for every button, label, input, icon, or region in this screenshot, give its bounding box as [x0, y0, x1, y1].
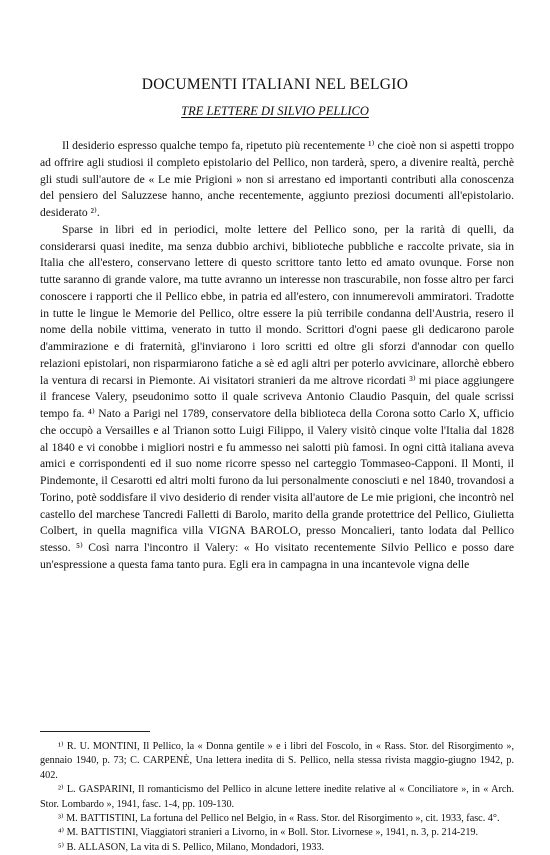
page-subtitle: TRE LETTERE DI SILVIO PELLICO [181, 104, 369, 118]
footnote: ³⁾ M. BATTISTINI, La fortuna del Pellico nel Belgio, in « Rass. Stor. del Risorgimento », cit. 1933, fasc. 4°. [58, 813, 500, 825]
body-text [40, 138, 514, 574]
page-title: DOCUMENTI ITALIANI NEL BELGIO [141, 76, 409, 93]
footnote: ¹⁾ R. U. MONTINI, Il Pellico, la « Donna gentile » e i libri del Foscolo, in « Rass. Stor. del Risorgimento », gennaio 1940, p. 73; C. CARPENÈ, Una lettera inedita di S. Pellico, nella stessa rivista maggio-giugno 1942, p. 402. [40, 741, 514, 781]
footnotes [40, 740, 514, 855]
footnote-divider [40, 731, 150, 732]
footnote: ⁴⁾ M. BATTISTINI, Viaggiatori stranieri a Livorno, in « Boll. Stor. Livornese », 1941, n. 3, p. 214-219. [58, 827, 479, 839]
paragraph: Il desiderio espresso qualche tempo fa, ripetuto più recentemente ¹⁾ che cioè non si aspetti troppo ad offrire agli studiosi il completo epistolario del Pellico, non tarderà, spero, a divenire realtà, perchè gli studi sull'autore de « Le mie Prigioni » non si arrestano ed importanti contributi alla conoscenza del pensiero del Saluzzese hanno, anche recentemente, aggiunto preziosi documenti all'epistolario. desiderato ²⁾. [40, 139, 514, 219]
paragraph: Sparse in libri ed in periodici, molte lettere del Pellico sono, per la rarità di quelli, da considerarsi quasi inedite, ma senza dubbio archivi, biblioteche pubbliche e raccolte private, sia in Italia che all'estero, conservano lettere di questo scrittore tanto letto ed amato ovunque. Forse non tutte saranno di grande valore, ma tutte avranno un interesse non trascurabile, non fosse altro per farci conoscere i rapporti che il Pellico ebbe, in patria ed all'estero, con innumerevoli ammiratori. Tradotte in tutte le lingue le Memorie del Pellico, oltre essere la più terribile condanna dell'Austria, resero il nome della nobile vittima, venerato in tutto il mondo. Scrittori d'ogni paese gli dedicarono parole d'ammirazione e di fraternità, gl'inviarono i loro scritti ed oltre gli sforzi d'annodar con quello relazioni epistolari, non risparmiarono fatiche a sè ed agli altri per poterlo avvicinare, allorchè ebbero la ventura di recarsi in Piemonte. Ai visitatori stranieri da me altrove ricordati ³⁾ mi piace aggiungere il francese Valery, pseudonimo sotto il quale scriveva Antonio Claudio Pasquin, del quale scrissi tempo fa. ⁴⁾ Nato a Parigi nel 1789, conservatore della biblioteca della Corona sotto Carlo X, ufficio che occupò a Versailles e al Trianon sotto Luigi Filippo, il Valery visitò cinque volte l'Italia dal 1828 al 1840 e vi conobbe i migliori nostri e fu ammesso nei salotti più famosi. In ogni città italiana aveva amici e corrispondenti ed il suo nome ricorre spesso nel carteggio Tommaseo-Capponi. Il Monti, il Pindemonte, il Cesarotti ed altri molti furono da lui personalmente conosciuti e nel 1840, trovandosi a Torino, potè soddisfare il vivo desiderio di render visita all'autore de Le mie prigioni, che incontrò nel castello del marchese Tancredi Falletti di Barolo, marito della grande protettrice del Pellico, Giulietta Colbert, in quella magnifica villa VIGNA BAROLO, presso Moncalieri, tanto lodata dal Pellico stesso. ⁵⁾ Così narra l'incontro il Valery: « Ho visitato recentemente Silvio Pellico e posso dare un'espressione a questa fama tanto pura. Egli era in campagna in una incantevole vigna delle [40, 222, 514, 571]
footnote: ⁵⁾ B. ALLASON, La vita di S. Pellico, Milano, Mondadori, 1933. [58, 841, 325, 853]
footnote: ²⁾ L. GASPARINI, Il romanticismo del Pellico in alcune lettere inedite relative al « Conciliatore », in « Arch. Stor. Lombardo », 1941, fasc. 1-4, pp. 109-130. [40, 784, 514, 810]
